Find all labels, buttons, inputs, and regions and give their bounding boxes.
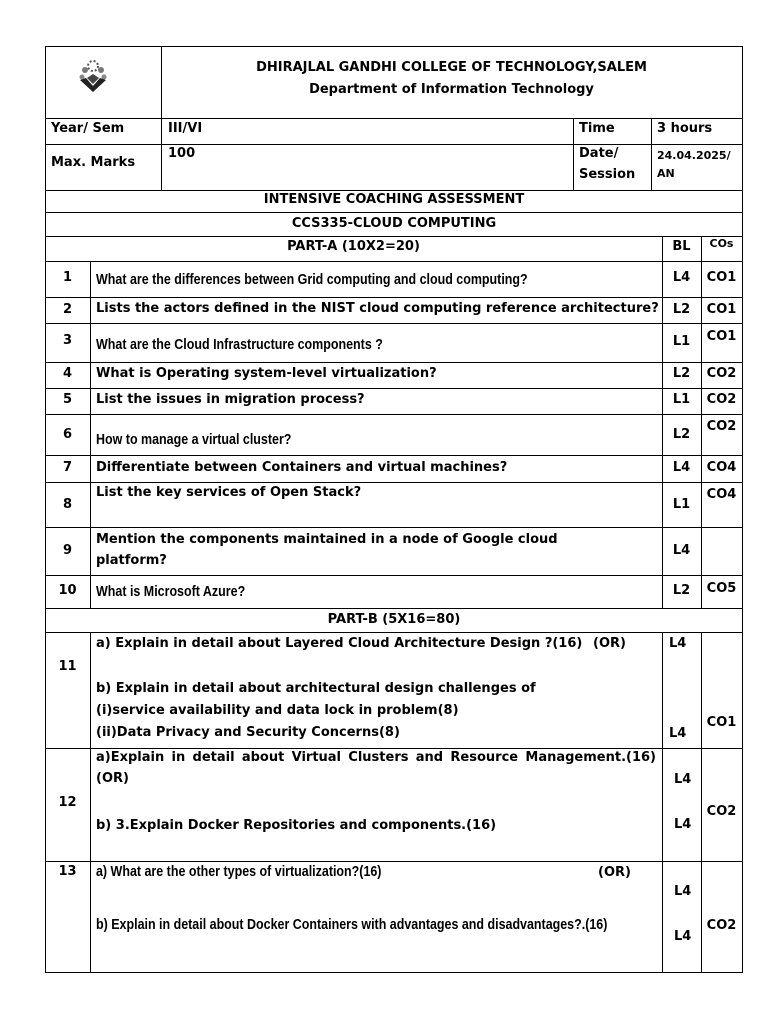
question-number: 2	[62, 302, 73, 317]
course-outcome: CO1	[706, 302, 737, 317]
part-b-heading: PART-B (5X16=80)	[327, 612, 461, 627]
date-label-line1: Date/	[579, 146, 619, 161]
question-number: 10	[58, 583, 77, 598]
part-a-heading: PART-A (10X2=20)	[287, 239, 420, 254]
question-number: 13	[58, 864, 77, 879]
question-text: Differentiate between Containers and virtual machines?	[96, 460, 508, 475]
bloom-level: L2	[672, 427, 691, 442]
question-text: What are the differences between Grid computing and cloud computing?	[96, 272, 528, 288]
bloom-level: L4	[672, 460, 691, 475]
question-part-b: b) Explain in detail about Docker Containers with advantages and disadvantages?.(16)	[96, 917, 608, 933]
question-number: 1	[62, 270, 73, 285]
bloom-level: L4	[674, 772, 692, 787]
bloom-level: L4	[674, 817, 692, 832]
question-part-b-line2: (i)service availability and data lock in problem(8)	[96, 703, 459, 718]
bloom-level: L4	[672, 543, 691, 558]
or-label: (OR)	[593, 636, 626, 651]
question-part-a: a) What are the other types of virtualization?(16)	[96, 864, 382, 880]
question-number: 8	[62, 497, 73, 512]
date-label-line2: Session	[579, 167, 636, 182]
college-name: DHIRAJLAL GANDHI COLLEGE OF TECHNOLOGY,SALEM	[256, 60, 647, 75]
bloom-level: L1	[672, 334, 691, 349]
date-value-line1: 24.04.2025/	[657, 149, 731, 162]
question-part-a: a) Explain in detail about Layered Cloud Architecture Design ?(16)	[96, 636, 583, 651]
course-outcome: CO2	[706, 804, 737, 819]
exam-title: INTENSIVE COACHING ASSESSMENT	[263, 192, 525, 207]
bl-header: BL	[672, 239, 691, 254]
date-value-line2: AN	[657, 167, 675, 180]
course-outcome: CO1	[706, 270, 737, 285]
question-part-b: b) 3.Explain Docker Repositories and components.(16)	[96, 818, 497, 833]
year-sem-value: III/VI	[168, 121, 203, 136]
bloom-level: L2	[672, 583, 691, 598]
question-text: How to manage a virtual cluster?	[96, 432, 292, 448]
bloom-level: L4	[669, 726, 687, 741]
question-text: What is Operating system-level virtualization?	[96, 366, 437, 381]
course-outcome: CO2	[706, 392, 737, 407]
course-title: CCS335-CLOUD COMPUTING	[291, 216, 497, 231]
year-sem-label: Year/ Sem	[51, 121, 125, 136]
question-part-b-line3: (ii)Data Privacy and Security Concerns(8)	[96, 725, 400, 740]
question-text-line2: platform?	[96, 553, 167, 568]
bloom-level: L2	[672, 302, 691, 317]
course-outcome: CO1	[706, 715, 737, 730]
course-outcome: CO2	[706, 366, 737, 381]
cos-header: COs	[709, 237, 734, 250]
question-number: 11	[58, 659, 77, 674]
course-outcome: CO4	[706, 487, 737, 502]
question-text: List the key services of Open Stack?	[96, 485, 362, 500]
bloom-level: L2	[672, 366, 691, 381]
bloom-level: L4	[672, 270, 691, 285]
college-logo-icon	[74, 58, 112, 94]
bloom-level: L4	[674, 884, 692, 899]
max-marks-label: Max. Marks	[51, 155, 136, 170]
question-part-a: a)Explain in detail about Virtual Clusters and Resource Management.(16)	[96, 750, 656, 765]
question-text-line1: Mention the components maintained in a node of Google cloud	[96, 532, 558, 547]
question-number: 12	[58, 795, 77, 810]
bloom-level: L1	[672, 392, 691, 407]
time-label: Time	[579, 121, 615, 136]
question-text: What are the Cloud Infrastructure components ?	[96, 337, 383, 353]
bloom-level: L1	[672, 497, 691, 512]
question-text: List the issues in migration process?	[96, 392, 365, 407]
course-outcome: CO4	[706, 460, 737, 475]
course-outcome: CO1	[706, 329, 737, 344]
max-marks-value: 100	[168, 146, 196, 161]
question-text: Lists the actors defined in the NIST cloud computing reference architecture?	[96, 301, 659, 316]
course-outcome: CO2	[706, 419, 737, 434]
course-outcome: CO5	[706, 581, 737, 596]
bloom-level: L4	[669, 636, 687, 651]
question-number: 5	[62, 392, 73, 407]
bloom-level: L4	[674, 929, 692, 944]
question-number: 7	[62, 460, 73, 475]
department-name: Department of Information Technology	[309, 82, 594, 97]
college-logo	[74, 58, 112, 94]
question-text: What is Microsoft Azure?	[96, 584, 246, 600]
question-number: 6	[62, 427, 73, 442]
or-label: (OR)	[96, 771, 129, 786]
course-outcome: CO2	[706, 918, 737, 933]
question-number: 4	[62, 366, 73, 381]
or-label: (OR)	[598, 865, 631, 880]
question-number: 3	[62, 333, 73, 348]
question-number: 9	[62, 543, 73, 558]
question-part-b-line1: b) Explain in detail about architectural design challenges of	[96, 681, 536, 696]
time-value: 3 hours	[657, 121, 713, 136]
